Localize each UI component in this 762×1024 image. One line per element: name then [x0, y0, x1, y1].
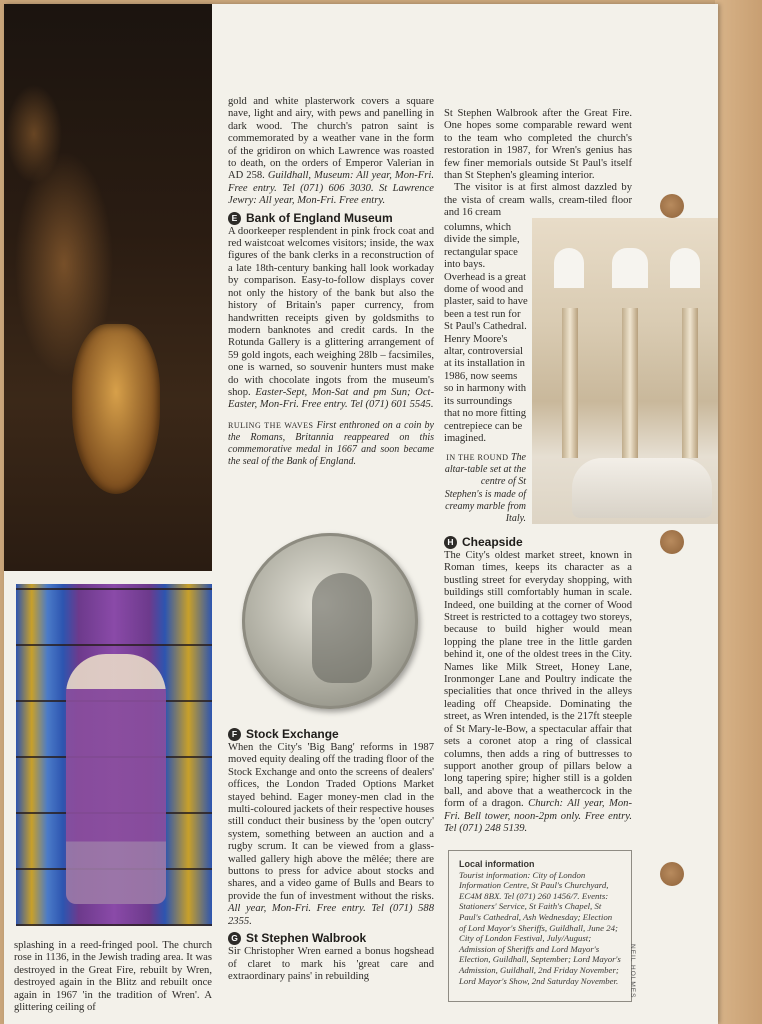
photo-credit: NEIL HOLMES: [629, 944, 636, 999]
section-heading-bank-of-england: [228, 212, 434, 225]
caption-lead: IN THE ROUND: [446, 453, 509, 462]
section-letter-badge: G: [228, 932, 241, 945]
section-heading-st-stephen-walbrook: [228, 932, 434, 945]
local-information-box: [448, 850, 632, 1002]
section-letter-badge: H: [444, 536, 457, 549]
middle-column-top: [228, 96, 434, 469]
intro-info: Guildhall, Museum: All year, Mon-Fri. Free entry. Tel (071) 606 3030. St Lawrence Jewry: All year, Mon-Fri. Free entry.: [228, 170, 434, 207]
britannia-medal-photo: [242, 533, 418, 709]
local-information-title: Local information: [459, 859, 535, 869]
column: [562, 308, 578, 458]
section-body: Sir Christopher Wren earned a bonus hogshead of claret to mark his 'great care and extraordinary pains' in rebuilding: [228, 946, 434, 982]
section-letter-badge: F: [228, 728, 241, 741]
desk-surface: [715, 0, 762, 1024]
left-bottom-paragraph: splashing in a reed-fringed pool. The church rose in 1136, in the Jewish trading area. It was destroyed in the Great Fire, rebuilt by Wren, destroyed again in the Blitz and rebuilt once again in 1967 'in the tradition of Wren'. A glittering ceiling of: [14, 940, 212, 1014]
britannia-figure: [312, 573, 372, 683]
section-heading-cheapside: [444, 536, 632, 549]
interior-caption: [444, 452, 526, 525]
binder-hole: [660, 862, 684, 886]
column: [682, 308, 698, 458]
section-title: Cheapside: [462, 535, 523, 550]
walbrook-continued: St Stephen Walbrook after the Great Fire. One hopes some comparable reward went to the team who completed the church's restoration in 1987, for Wren's genius has few finer memorials outside St Paul's itself than St Stephen's gleaming interior.: [444, 108, 632, 182]
cheapside-section: [444, 532, 632, 835]
section-letter-badge: E: [228, 212, 241, 225]
window-arch: [554, 248, 584, 288]
visitor-paragraph-a: The visitor is at first almost dazzled by the vista of cream walls, cream-tiled floor and 16 cream: [444, 182, 632, 219]
column: [622, 308, 638, 458]
section-title: Stock Exchange: [246, 727, 339, 742]
section-body: A doorkeeper resplendent in pink frock coat and red waistcoat welcomes visitors; inside, the wax figures of the bank clerks in a reconstruction of a late 18th-century banking hall look workaday by comparison. Easy-to-follow displays cover not only the history of the bank but also the history of Britain's paper currency, from handwritten receipts given by goldsmiths to modern banknotes and credit cards. In the Rotunda Gallery is a glittering arrangement of 59 gold ingots, each weighing 28lb – facsimiles, one is warned, so souvenir hunters must make do with chocolate ingots from the museum's shop.: [228, 225, 434, 398]
section-info: Church: All year, Mon-Fri. Bell tower, noon-2pm only. Free entry. Tel (071) 248 5139.: [444, 798, 632, 834]
left-column-text: [14, 940, 212, 1014]
right-column-top: [444, 108, 632, 220]
section-body: The City's oldest market street, known in Roman times, keeps its character as a bustling street for everyday shopping, with buildings still comfortably human in scale. Indeed, one building at the corner of Wood Street is restricted to a cottagey two storeys, because to build higher would mean lopping the plane tree in the little garden behind it, one of the oldest trees in the City. Names like Milk Street, Honey Lane, Ironmonger Lane and Poultry indicate the specialities that once thrived in the alleys leading off Cheapside. Dominating the street, as Wren intended, is the 217ft steeple of St Mary-le-Bow, a spectacular affair that sets a coronet atop a ring of classical columns, then adds a ring of buttresses to support another group of pillars below a long tapering spire; higher still is a golden ball, and above that a weathercock in the form of a dragon.: [444, 550, 632, 810]
binder-hole: [660, 530, 684, 554]
section-title: Bank of England Museum: [246, 210, 393, 225]
medal-caption: [228, 420, 434, 469]
visitor-paragraph-b: columns, which divide the simple, rectangular space into bays. Overhead is a great dome of wood and plaster, said to have been a test run for St Paul's Cathedral. Henry Moore's altar, controversial at its installation in 1986, now seems so in harmony with its surroundings that no more fitting centrepiece can be imagined.: [444, 222, 528, 444]
section-info: Easter-Sept, Mon-Sat and pm Sun; Oct-Easter, Mon-Fri. Free entry. Tel (071) 601 5545.: [228, 386, 434, 411]
section-heading-stock-exchange: [228, 728, 434, 741]
britannia-statue-photo: [4, 4, 212, 571]
stained-glass-figure: [66, 654, 166, 904]
stained-glass-window-photo: [16, 584, 212, 926]
middle-column-bottom: [228, 724, 434, 983]
caption-text: First enthroned on a coin by the Romans, Britannia reappeared on this commemorative medal in 1667 and soon became the seal of the Bank of England.: [228, 419, 434, 468]
book-page: [4, 4, 718, 1024]
right-column-narrow: [444, 222, 528, 445]
altar-table: [572, 458, 712, 518]
section-info: All year, Mon-Fri. Free entry. Tel (071) 588 2355.: [228, 903, 434, 927]
caption-text: The altar-table set at the centre of St Stephen's is made of creamy marble from Italy.: [444, 452, 526, 525]
intro-paragraph: gold and white plasterwork covers a square nave, light and airy, with pews and panelling in dark wood. The church's patron saint is commemorated by a weather vane in the form of the gridiron on which Lawrence was roasted to death, on the orders of Emperor Valerian in AD 258.: [228, 96, 434, 182]
section-title: St Stephen Walbrook: [246, 931, 367, 946]
section-body: When the City's 'Big Bang' reforms in 1987 moved equity dealing off the trading floor of the Stock Exchange and onto the screens of dealers' offices, the London Traded Options Market stayed behind. Eager money-men clad in the multi-coloured jackets of their respective houses still conduct their business by the 'open outcry' system, something between an auction and a rugby scrum. It can be viewed from a glass-walled gallery high above the mêlée; there are buttons to press for advice about stocks and shares, and a video game of Bulls and Bears to provide the fun of investment without the risks.: [228, 742, 434, 902]
local-information-text: Tourist information: City of London Information Centre, St Paul's Churchyard, EC4M 8BX. Tel (071) 260 1456/7. Events: Stationers' Service, St Faith's Chapel, St Paul's Cathedral, Ash Wednesday; Election of Lord Mayor's Sheriffs, Guildhall, June 24; City of London Festival, July/August; Admission of Sheriffs and Lord Mayor's Election, Guildhall, September; Lord Mayor's Admission, Guildhall, 2nd Friday November; Lord Mayor's Show, 2nd Saturday November.: [459, 869, 621, 986]
binder-hole: [660, 194, 684, 218]
window-arch: [670, 248, 700, 288]
st-stephen-interior-photo: [532, 218, 718, 524]
shield-shape: [72, 324, 160, 494]
caption-lead: RULING THE WAVES: [228, 420, 314, 430]
window-arch: [612, 248, 648, 288]
